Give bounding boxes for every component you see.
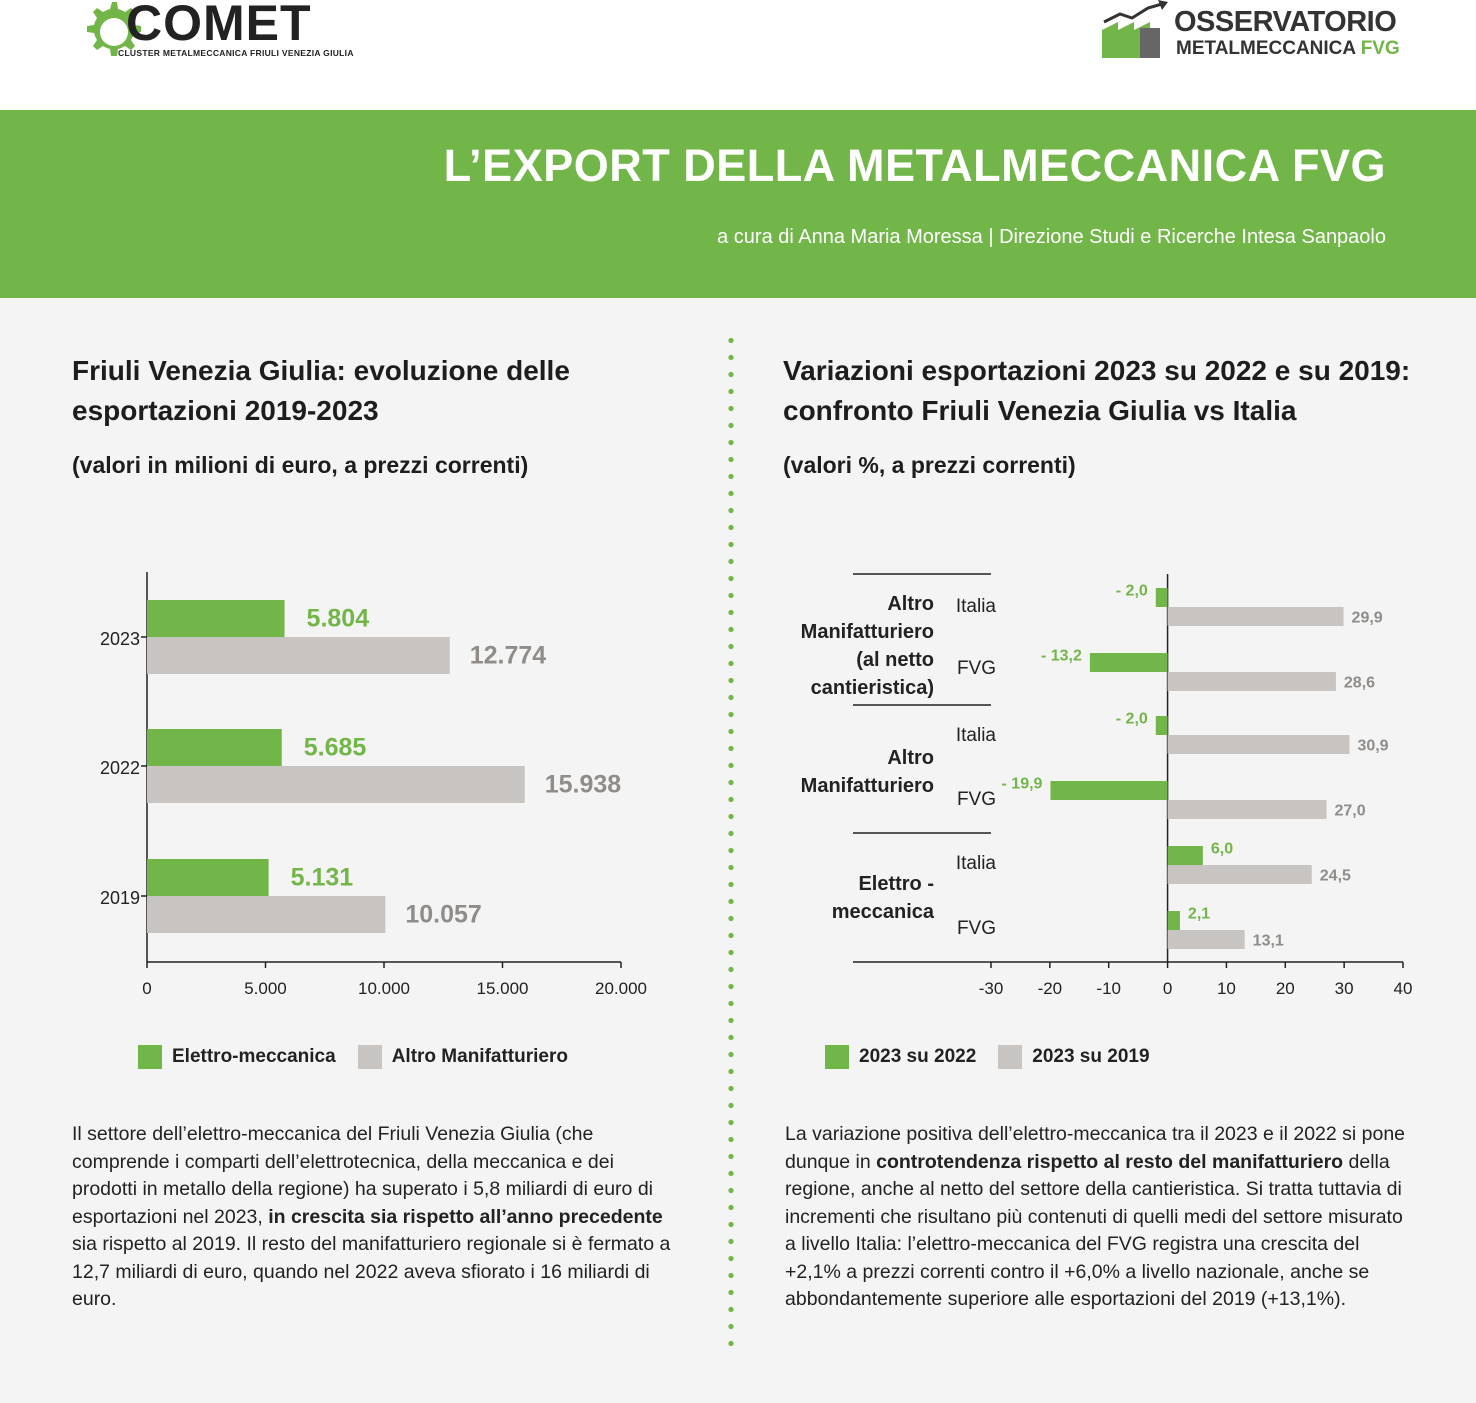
osservatorio-logo — [1100, 0, 1400, 64]
x-tick-label: 10.000 — [358, 979, 410, 998]
bar-altro — [147, 766, 525, 803]
category-label: FVG — [956, 658, 996, 679]
data-label: 5.131 — [290, 863, 354, 892]
title-banner — [0, 110, 1476, 298]
bar-vs2019 — [1168, 930, 1245, 949]
right-paragraph — [785, 1121, 1413, 1314]
x-tick-label: 20 — [1275, 979, 1295, 998]
legend-swatch-grey — [998, 1045, 1022, 1069]
right-text-1: La variazione positiva dell’elettro-meccanica tra il 2023 e il 2022 si pone dunque in — [785, 1123, 1406, 1173]
factory-chart-icon — [1100, 0, 1172, 64]
chart2-subtitle: (valori %, a prezzi correnti) — [783, 452, 1076, 478]
bar-elettro — [147, 729, 282, 766]
chart1-legend — [138, 1045, 590, 1069]
bar-vs2019 — [1168, 735, 1350, 754]
x-tick-label: 15.000 — [476, 979, 529, 998]
bar-vs2022 — [1168, 911, 1180, 930]
y-tick-label: 2022 — [99, 758, 140, 778]
category-label: Italia — [955, 725, 996, 746]
bar-altro — [147, 637, 450, 674]
page-subtitle: a cura di Anna Maria Moressa | Direzione Studi e Ricerche Intesa Sanpaolo — [717, 226, 1386, 248]
chart1-subtitle: (valori in milioni di euro, a prezzi correnti) — [72, 452, 529, 478]
group-label: meccanica — [831, 901, 934, 923]
x-tick-label: 10 — [1216, 979, 1236, 998]
group-label: Manifatturiero — [800, 775, 934, 797]
x-tick-label: 30 — [1334, 979, 1354, 998]
legend-label: 2023 su 2019 — [1032, 1046, 1150, 1067]
category-label: Italia — [955, 853, 996, 874]
bar-vs2022 — [1090, 653, 1168, 672]
group-label: (al netto — [856, 649, 934, 671]
osservatorio-line2b: FVG — [1360, 38, 1400, 59]
data-label: 10.057 — [405, 900, 482, 929]
right-text-2: della regione, anche al netto del settore della cantieristica. Si tratta tuttavia di incrementi che risultano più contenuti di quelli medi del settore misurato a livello Italia: l’elettro-meccanica del FVG registra una crescita del +2,1% a prezzi correnti contro il +6,0% a livello nazionale, anche se abbondantemente superiore alle esportazioni del 2019 (+13,1%). — [785, 1150, 1403, 1310]
x-tick-label: 20.000 — [595, 979, 647, 998]
data-label: 24,5 — [1319, 867, 1351, 885]
x-tick-label: -30 — [978, 979, 1004, 998]
data-label: 12.774 — [469, 641, 547, 670]
group-label: Altro — [887, 747, 934, 769]
bar-elettro — [147, 859, 269, 896]
data-label: 13,1 — [1252, 932, 1284, 950]
left-paragraph — [72, 1121, 672, 1314]
osservatorio-line2 — [1176, 38, 1400, 60]
comet-logo — [82, 0, 352, 64]
osservatorio-line2a: METALMECCANICA — [1176, 38, 1361, 59]
data-label: 29,9 — [1351, 609, 1383, 627]
bar-vs2019 — [1168, 672, 1336, 691]
data-label: - 19,9 — [1001, 775, 1043, 793]
data-label: 30,9 — [1357, 737, 1389, 755]
bar-vs2019 — [1168, 800, 1327, 819]
page-title: L’EXPORT DELLA METALMECCANICA FVG — [443, 140, 1386, 191]
x-tick-label: 0 — [142, 979, 152, 998]
category-label: Italia — [955, 596, 996, 617]
data-label: - 2,0 — [1115, 582, 1148, 600]
bar-vs2019 — [1168, 865, 1312, 884]
x-tick-label: 5.000 — [244, 979, 287, 998]
group-label: Elettro - — [858, 873, 934, 895]
x-tick-label: 0 — [1162, 979, 1173, 998]
bar-vs2022 — [1168, 846, 1203, 865]
data-label: 28,6 — [1343, 674, 1376, 692]
legend-swatch-green — [825, 1045, 849, 1069]
data-label: 5.685 — [303, 733, 367, 762]
data-label: 5.804 — [306, 604, 370, 633]
legend-item-2022 — [825, 1045, 976, 1069]
legend-label: Elettro-meccanica — [172, 1046, 336, 1067]
group-label: Altro — [887, 593, 934, 615]
data-label: 27,0 — [1334, 802, 1366, 820]
bar-vs2022 — [1050, 781, 1167, 800]
left-text-bold: in crescita sia rispetto all’anno precedente — [268, 1205, 663, 1228]
legend-item-altro — [358, 1045, 568, 1069]
chart2-legend — [825, 1045, 1172, 1069]
osservatorio-line1: OSSERVATORIO — [1174, 6, 1397, 38]
bar-vs2022 — [1156, 716, 1168, 735]
bar-vs2022 — [1156, 588, 1168, 607]
data-label: 15.938 — [544, 770, 622, 799]
x-tick-label: 40 — [1393, 979, 1413, 998]
group-label: Manifatturiero — [800, 621, 934, 643]
data-label: - 13,2 — [1040, 647, 1082, 665]
category-label: FVG — [956, 918, 996, 939]
bar-vs2019 — [1168, 607, 1344, 626]
comet-tagline: CLUSTER METALMECCANICA FRIULI VENEZIA GIULIA — [118, 48, 354, 58]
x-tick-label: -10 — [1096, 979, 1122, 998]
bar-altro — [147, 896, 385, 933]
chart2-title: Variazioni esportazioni 2023 su 2022 e su 2019: confronto Friuli Venezia Giulia vs Italia — [783, 355, 1411, 426]
group-label: cantieristica) — [810, 677, 934, 699]
data-label: 2,1 — [1187, 905, 1211, 923]
chart1-title: Friuli Venezia Giulia: evoluzione delle esportazioni 2019-2023 — [72, 355, 570, 426]
data-label: - 2,0 — [1115, 710, 1148, 728]
category-label: FVG — [956, 789, 996, 810]
legend-item-2019 — [998, 1045, 1149, 1069]
right-text-bold: controtendenza rispetto al resto del manifatturiero — [876, 1150, 1344, 1173]
data-label: 6,0 — [1210, 840, 1234, 858]
y-tick-label: 2023 — [99, 629, 140, 649]
left-text-2: sia rispetto al 2019. Il resto del manifatturiero regionale si è fermato a 12,7 miliardi di euro, quando nel 2022 aveva sfiorato i 16 miliardi di euro. — [72, 1233, 671, 1310]
left-text-1: Il settore dell’elettro-meccanica del Friuli Venezia Giulia (che comprende i comparti dell’elettrotecnica, della meccanica e dei prodotti in metallo della regione) ha superato i 5,8 miliardi di euro di esportazioni nel 2023, — [72, 1123, 653, 1228]
chart2-export-changes — [740, 540, 1476, 1040]
legend-label: 2023 su 2022 — [859, 1046, 977, 1067]
y-tick-label: 2019 — [99, 888, 140, 908]
x-tick-label: -20 — [1037, 979, 1063, 998]
chart1-export-values — [0, 540, 700, 1040]
comet-wordmark: COMET — [126, 0, 312, 51]
legend-item-elettro — [138, 1045, 336, 1069]
column-divider — [728, 332, 734, 1352]
bar-elettro — [147, 600, 285, 637]
legend-label: Altro Manifatturiero — [391, 1046, 568, 1067]
legend-swatch-grey — [358, 1045, 382, 1069]
legend-swatch-green — [138, 1045, 162, 1069]
